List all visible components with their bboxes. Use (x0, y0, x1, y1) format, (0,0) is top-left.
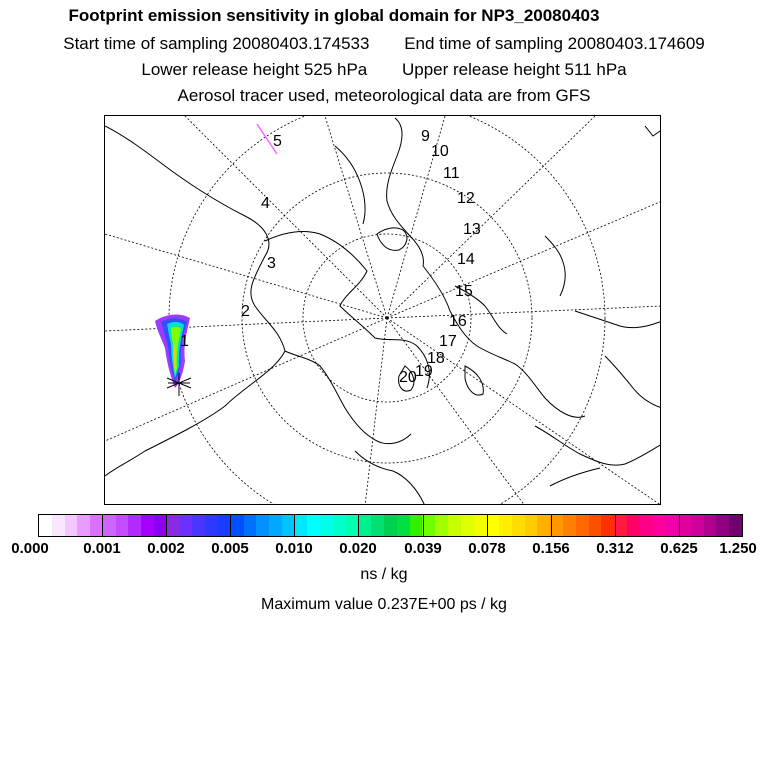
day-marker: 17 (439, 333, 457, 350)
colorbar-tick (615, 514, 616, 537)
colorbar-label: 0.020 (339, 540, 377, 557)
colorbar-cell (90, 515, 103, 536)
day-marker: 9 (421, 128, 430, 145)
colorbar-label: 0.005 (211, 540, 249, 557)
colorbar-cell (180, 515, 193, 536)
colorbar-cell (269, 515, 282, 536)
meridian-lines (105, 116, 661, 505)
day-marker: 13 (463, 221, 481, 238)
colorbar (38, 514, 743, 537)
colorbar-cell (65, 515, 78, 536)
meridian (387, 306, 661, 318)
day-marker: 1 (180, 333, 189, 350)
colorbar-cell (103, 515, 116, 536)
colorbar-cell (601, 515, 614, 536)
colorbar-tick (487, 514, 488, 537)
end-time-label: End time of sampling 20080403.174609 (404, 34, 705, 53)
colorbar-cell (422, 515, 435, 536)
colorbar-label: 0.039 (404, 540, 442, 557)
colorbar-cell (52, 515, 65, 536)
colorbar-cell (499, 515, 512, 536)
colorbar-cell (128, 515, 141, 536)
colorbar-cell (410, 515, 423, 536)
footprint-plume (155, 314, 190, 388)
day-marker: 3 (267, 255, 276, 272)
colorbar-cell (627, 515, 640, 536)
colorbar-tick (230, 514, 231, 537)
day-marker: 10 (431, 143, 449, 160)
maximum-value-label: Maximum value 0.237E+00 ps / kg (261, 596, 507, 613)
colorbar-label: 0.010 (275, 540, 313, 557)
colorbar-cell (384, 515, 397, 536)
colorbar-cell (116, 515, 129, 536)
colorbar-cell (589, 515, 602, 536)
meridian (105, 318, 387, 441)
colorbar-cell (244, 515, 257, 536)
colorbar-cell (704, 515, 717, 536)
colorbar-cell (461, 515, 474, 536)
release-height-line (0, 60, 768, 80)
coastline (605, 356, 661, 408)
polar-map (104, 115, 661, 505)
colorbar-cell (486, 515, 499, 536)
day-marker: 16 (449, 313, 467, 330)
colorbar-cell (39, 515, 52, 536)
coastline (535, 426, 661, 465)
colorbar-cell (218, 515, 231, 536)
colorbar-cell (192, 515, 205, 536)
colorbar-cell (653, 515, 666, 536)
release-location-star (167, 373, 191, 396)
coastline (545, 236, 565, 296)
colorbar-cell (154, 515, 167, 536)
colorbar-cell (346, 515, 359, 536)
day-marker: 12 (457, 190, 475, 207)
day-marker: 5 (273, 133, 282, 150)
day-marker: 20 (399, 369, 417, 386)
colorbar-cell (691, 515, 704, 536)
colorbar-tick (358, 514, 359, 537)
meridian (365, 318, 387, 505)
colorbar-tick (679, 514, 680, 537)
coastline (645, 126, 660, 136)
colorbar-cell (167, 515, 180, 536)
colorbar-cell (512, 515, 525, 536)
colorbar-tick (423, 514, 424, 537)
upper-release-height-label: Upper release height 511 hPa (402, 60, 627, 79)
map-canvas (105, 116, 661, 505)
colorbar-cell (729, 515, 742, 536)
coastline (105, 126, 285, 476)
colorbar-cell (77, 515, 90, 536)
meridian (387, 201, 661, 318)
colorbar-label: 0.312 (596, 540, 634, 557)
colorbar-cell (282, 515, 295, 536)
colorbar-tick (102, 514, 103, 537)
colorbar-cell (448, 515, 461, 536)
sampling-time-line (0, 34, 768, 54)
coastline (550, 468, 600, 486)
day-marker: 19 (415, 363, 433, 380)
colorbar-cell (205, 515, 218, 536)
colorbar-tick (551, 514, 552, 537)
colorbar-cell (141, 515, 154, 536)
colorbar-cell (231, 515, 244, 536)
tracer-info-line: Aerosol tracer used, meteorological data are from GFS (177, 86, 591, 105)
meridian (387, 318, 661, 505)
day-markers (180, 128, 481, 386)
colorbar-cell (563, 515, 576, 536)
island (465, 366, 483, 395)
colorbar-cell (576, 515, 589, 536)
colorbar-label: 1.250 (719, 540, 757, 557)
coastline (355, 451, 425, 505)
colorbar-cell (614, 515, 627, 536)
colorbar-tick (294, 514, 295, 537)
colorbar-label: 0.002 (147, 540, 185, 557)
colorbar-cell (371, 515, 384, 536)
lower-release-height-label: Lower release height 525 hPa (141, 60, 368, 79)
coastlines (105, 118, 661, 505)
coastline (575, 311, 661, 328)
day-marker: 4 (261, 195, 270, 212)
colorbar-cell (665, 515, 678, 536)
colorbar-cell (525, 515, 538, 536)
day-marker: 18 (427, 350, 445, 367)
meridian (325, 116, 387, 318)
latitude-circle (169, 116, 605, 505)
colorbar-tick (166, 514, 167, 537)
colorbar-cell (474, 515, 487, 536)
day-marker: 15 (455, 283, 473, 300)
colorbar-cell (359, 515, 372, 536)
colorbar-label: 0.078 (468, 540, 506, 557)
island (377, 228, 407, 250)
map-title: Footprint emission sensitivity in global domain for NP3_20080403 (68, 6, 600, 25)
colorbar-label: 0.156 (532, 540, 570, 557)
colorbar-cell (550, 515, 563, 536)
colorbar-label: 0.001 (83, 540, 121, 557)
colorbar-cell (716, 515, 729, 536)
colorbar-cell (397, 515, 410, 536)
colorbar-cell (537, 515, 550, 536)
colorbar-cell (333, 515, 346, 536)
colorbar-units: ns / kg (360, 566, 408, 583)
colorbar-label: 0.625 (660, 540, 698, 557)
colorbar-cell (307, 515, 320, 536)
colorbar-cell (320, 515, 333, 536)
day-marker: 14 (457, 251, 475, 268)
colorbar-cell (295, 515, 308, 536)
colorbar-cell (435, 515, 448, 536)
colorbar-cell (256, 515, 269, 536)
coastline (285, 351, 411, 444)
colorbar-cell (640, 515, 653, 536)
day-marker: 2 (241, 303, 250, 320)
day-marker: 11 (443, 165, 460, 182)
latitude-circles (169, 116, 605, 505)
colorbar-label: 0.000 (11, 540, 49, 557)
coastline (335, 146, 365, 224)
start-time-label: Start time of sampling 20080403.174533 (63, 34, 370, 53)
